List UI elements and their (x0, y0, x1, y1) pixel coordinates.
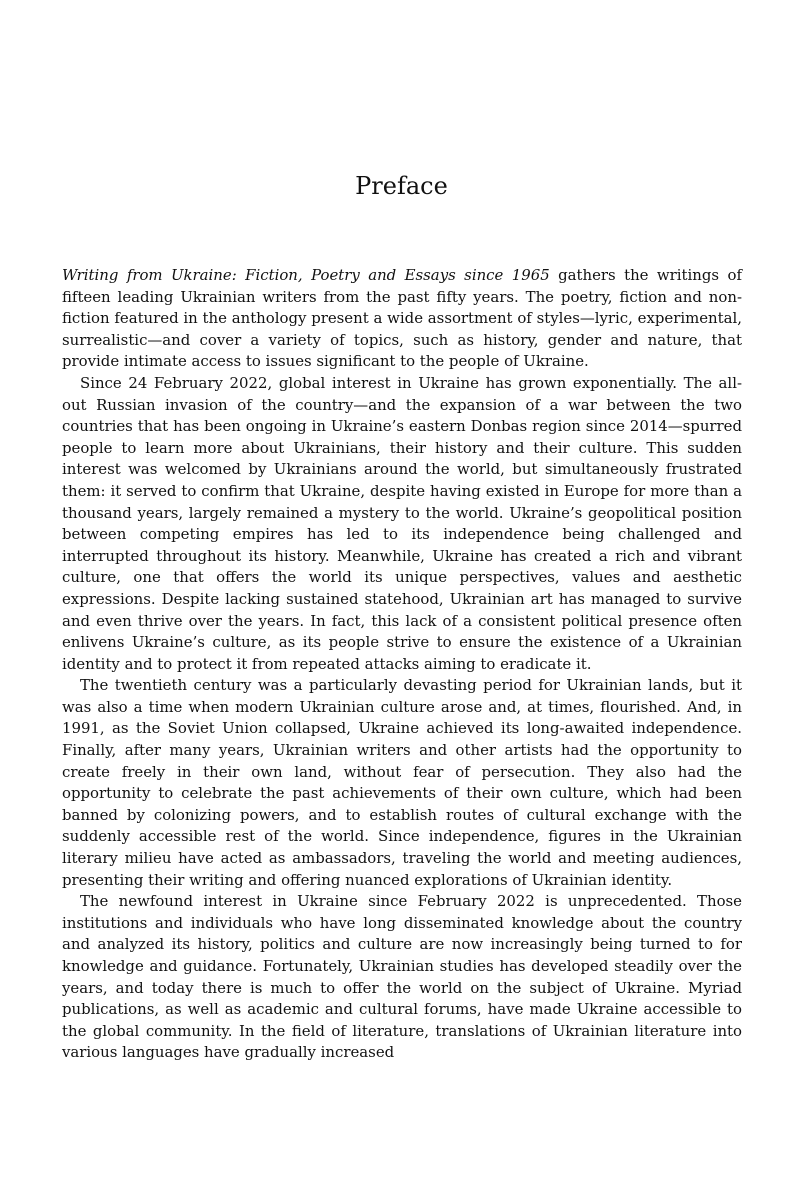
book-title: Writing from Ukraine: Fiction, Poetry and Essays since 1965 (62, 266, 550, 284)
paragraph-2: Since 24 February 2022, global interest in Ukraine has grown exponentially. The all-out Russian invasion of the country—and the expansion of a war between the two countries that has been ongoing in Ukraine’s eastern Donbas region since 2014—spurred people to learn more about Ukrainians, their history and their culture. This sudden interest was welcomed by Ukrainians around the world, but simultaneously frustrated them: it served to confirm that Ukraine, despite having existed in Europe for more than a thousand years, largely remained a mystery to the world. Ukraine’s geopolitical position between competing empires has led to its independence being challenged and interrupted throughout its history. Meanwhile, Ukraine has created a rich and vibrant culture, one that offers the world its unique perspectives, values and aesthetic expressions. Despite lacking sustained statehood, Ukrainian art has managed to survive and even thrive over the years. In fact, this lack of a consistent political presence often enlivens Ukraine’s culture, as its people strive to ensure the existence of a Ukrainian identity and to protect it from repeated attacks aiming to eradicate it. (62, 373, 742, 673)
paragraph-1-text: gathers the writings of fifteen leading Ukrainian writers from the past fifty years. The poetry, fiction and non-fiction featured in the anthology present a wide assortment of styles—lyric, experimental, surrealistic—and cover a variety of topics, such as history, gender and nature, that provide intimate access to issues significant to the people of Ukraine. (62, 266, 742, 371)
page-title: Preface (355, 172, 448, 200)
paragraph-4: The newfound interest in Ukraine since February 2022 is unprecedented. Those institutions and individuals who have long disseminated knowledge about the country and analyzed its history, politics and culture are now increasingly being turned to for knowledge and guidance. Fortunately, Ukrainian studies has developed steadily over the years, and today there is much to offer the world on the subject of Ukraine. Myriad publications, as well as academic and cultural forums, have made Ukraine accessible to the global community. In the field of literature, translations of Ukrainian literature into various languages have gradually increased (62, 892, 742, 1062)
paragraph-3: The twentieth century was a particularly devasting period for Ukrainian lands, but it was also a time when modern Ukrainian culture arose and, at times, flourished. And, in 1991, as the Soviet Union collapsed, Ukraine achieved its long-awaited independence. Finally, after many years, Ukrainian writers and other artists had the opportunity to create freely in their own land, without fear of persecution. They also had the opportunity to celebrate the past achievements of their own culture, which had been banned by colonizing powers, and to establish routes of cultural exchange with the suddenly accessible rest of the world. Since independence, figures in the Ukrainian literary milieu have acted as ambassadors, traveling the world and meeting audiences, presenting their writing and offering nuanced explorations of Ukrainian identity. (62, 676, 742, 889)
paragraph-1 (62, 265, 742, 373)
body-text (62, 265, 742, 1064)
